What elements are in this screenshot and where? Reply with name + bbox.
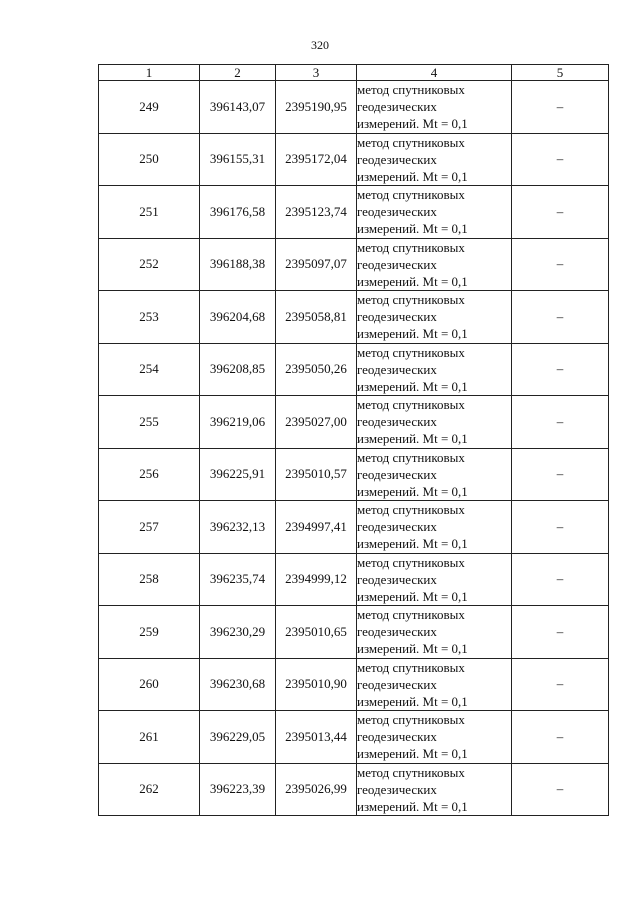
table-row (99, 501, 609, 554)
point-number-cell: 259 (99, 606, 200, 659)
method-line: геодезических (357, 571, 437, 587)
method-line: измерений. Mt = 0,1 (357, 431, 468, 447)
point-number-cell: 250 (99, 133, 200, 186)
method-cell (357, 606, 512, 659)
method-line: измерений. Mt = 0,1 (357, 116, 468, 132)
x-coordinate-cell: 396223,39 (200, 763, 276, 816)
method-line: измерений. Mt = 0,1 (357, 536, 468, 552)
table-row (99, 343, 609, 396)
method-line: геодезических (357, 204, 437, 220)
method-cell (357, 291, 512, 344)
method-line: метод спутниковых (357, 607, 465, 623)
column-header-2: 2 (200, 65, 276, 81)
y-coordinate-cell: 2395010,65 (276, 606, 357, 659)
x-coordinate-cell: 396155,31 (200, 133, 276, 186)
method-line: метод спутниковых (357, 239, 465, 255)
page-number: 320 (311, 38, 329, 52)
method-line: метод спутниковых (357, 712, 465, 728)
x-coordinate-cell: 396232,13 (200, 501, 276, 554)
method-line: геодезических (357, 729, 437, 745)
method-line: геодезических (357, 256, 437, 272)
x-coordinate-cell: 396230,29 (200, 606, 276, 659)
table-row (99, 658, 609, 711)
column-5-cell: – (512, 606, 609, 659)
column-5-cell: – (512, 553, 609, 606)
method-line: измерений. Mt = 0,1 (357, 273, 468, 289)
column-header-5: 5 (512, 65, 609, 81)
method-line: измерений. Mt = 0,1 (357, 798, 468, 814)
y-coordinate-cell: 2395172,04 (276, 133, 357, 186)
method-line: геодезических (357, 624, 437, 640)
method-line: геодезических (357, 519, 437, 535)
method-cell (357, 238, 512, 291)
method-cell (357, 501, 512, 554)
table-row (99, 606, 609, 659)
y-coordinate-cell: 2395027,00 (276, 396, 357, 449)
point-number-cell: 261 (99, 711, 200, 764)
x-coordinate-cell: 396143,07 (200, 81, 276, 134)
method-cell (357, 763, 512, 816)
x-coordinate-cell: 396235,74 (200, 553, 276, 606)
method-line: измерений. Mt = 0,1 (357, 168, 468, 184)
method-line: измерений. Mt = 0,1 (357, 326, 468, 342)
method-line: измерений. Mt = 0,1 (357, 588, 468, 604)
x-coordinate-cell: 396208,85 (200, 343, 276, 396)
column-5-cell: – (512, 711, 609, 764)
column-5-cell: – (512, 238, 609, 291)
y-coordinate-cell: 2395013,44 (276, 711, 357, 764)
y-coordinate-cell: 2395010,57 (276, 448, 357, 501)
x-coordinate-cell: 396176,58 (200, 186, 276, 239)
y-coordinate-cell: 2395190,95 (276, 81, 357, 134)
table-row (99, 711, 609, 764)
y-coordinate-cell: 2395058,81 (276, 291, 357, 344)
method-line: метод спутниковых (357, 82, 465, 98)
x-coordinate-cell: 396219,06 (200, 396, 276, 449)
x-coordinate-cell: 396229,05 (200, 711, 276, 764)
point-number-cell: 249 (99, 81, 200, 134)
point-number-cell: 252 (99, 238, 200, 291)
method-line: геодезических (357, 414, 437, 430)
method-line: геодезических (357, 151, 437, 167)
column-5-cell: – (512, 396, 609, 449)
method-line: метод спутниковых (357, 554, 465, 570)
y-coordinate-cell: 2395097,07 (276, 238, 357, 291)
method-line: геодезических (357, 309, 437, 325)
column-5-cell: – (512, 763, 609, 816)
method-cell (357, 553, 512, 606)
x-coordinate-cell: 396225,91 (200, 448, 276, 501)
method-line: геодезических (357, 361, 437, 377)
column-header-4: 4 (357, 65, 512, 81)
x-coordinate-cell: 396204,68 (200, 291, 276, 344)
method-cell (357, 81, 512, 134)
column-header-3: 3 (276, 65, 357, 81)
point-number-cell: 254 (99, 343, 200, 396)
method-cell (357, 396, 512, 449)
method-line: геодезических (357, 781, 437, 797)
y-coordinate-cell: 2395123,74 (276, 186, 357, 239)
method-line: измерений. Mt = 0,1 (357, 693, 468, 709)
table-row (99, 238, 609, 291)
column-5-cell: – (512, 343, 609, 396)
method-line: геодезических (357, 466, 437, 482)
y-coordinate-cell: 2395026,99 (276, 763, 357, 816)
method-cell (357, 186, 512, 239)
y-coordinate-cell: 2394997,41 (276, 501, 357, 554)
table-row (99, 553, 609, 606)
table-row (99, 81, 609, 134)
method-line: метод спутниковых (357, 502, 465, 518)
point-number-cell: 251 (99, 186, 200, 239)
table-row (99, 763, 609, 816)
table-row (99, 291, 609, 344)
table-header-row (99, 65, 609, 81)
method-cell (357, 343, 512, 396)
method-line: геодезических (357, 676, 437, 692)
method-line: метод спутниковых (357, 292, 465, 308)
column-5-cell: – (512, 448, 609, 501)
table-row (99, 133, 609, 186)
y-coordinate-cell: 2395050,26 (276, 343, 357, 396)
point-number-cell: 260 (99, 658, 200, 711)
column-5-cell: – (512, 186, 609, 239)
method-line: измерений. Mt = 0,1 (357, 483, 468, 499)
method-cell (357, 711, 512, 764)
point-number-cell: 258 (99, 553, 200, 606)
method-line: измерений. Mt = 0,1 (357, 746, 468, 762)
method-line: метод спутниковых (357, 397, 465, 413)
column-5-cell: – (512, 81, 609, 134)
method-line: метод спутниковых (357, 344, 465, 360)
method-cell (357, 448, 512, 501)
method-line: метод спутниковых (357, 134, 465, 150)
method-line: метод спутниковых (357, 449, 465, 465)
y-coordinate-cell: 2395010,90 (276, 658, 357, 711)
method-line: измерений. Mt = 0,1 (357, 641, 468, 657)
column-5-cell: – (512, 658, 609, 711)
coordinates-table (98, 64, 609, 816)
table-row (99, 186, 609, 239)
point-number-cell: 255 (99, 396, 200, 449)
column-5-cell: – (512, 501, 609, 554)
method-cell (357, 658, 512, 711)
method-line: измерений. Mt = 0,1 (357, 378, 468, 394)
point-number-cell: 257 (99, 501, 200, 554)
y-coordinate-cell: 2394999,12 (276, 553, 357, 606)
point-number-cell: 253 (99, 291, 200, 344)
table-row (99, 396, 609, 449)
x-coordinate-cell: 396188,38 (200, 238, 276, 291)
method-line: метод спутниковых (357, 187, 465, 203)
x-coordinate-cell: 396230,68 (200, 658, 276, 711)
table-body (99, 81, 609, 816)
table-row (99, 448, 609, 501)
method-line: геодезических (357, 99, 437, 115)
method-line: метод спутниковых (357, 659, 465, 675)
method-cell (357, 133, 512, 186)
column-5-cell: – (512, 291, 609, 344)
point-number-cell: 262 (99, 763, 200, 816)
column-5-cell: – (512, 133, 609, 186)
column-header-1: 1 (99, 65, 200, 81)
point-number-cell: 256 (99, 448, 200, 501)
method-line: метод спутниковых (357, 764, 465, 780)
method-line: измерений. Mt = 0,1 (357, 221, 468, 237)
